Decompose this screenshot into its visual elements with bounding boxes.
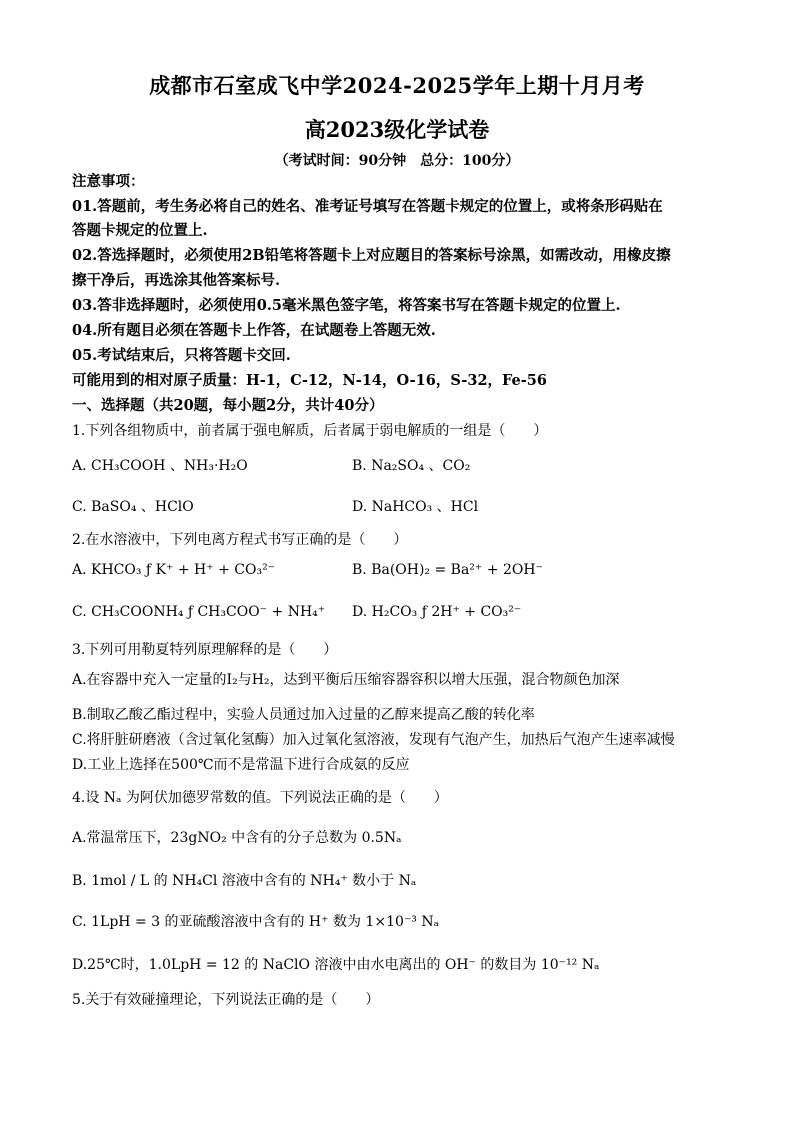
note-1b: 答题卡规定的位置上.: [72, 222, 208, 239]
q2-option-c: C. CH₃COONH₄ ƒ CH₃COO⁻ + NH₄⁺: [72, 604, 326, 620]
q2-option-d: D. H₂CO₃ ƒ 2H⁺ + CO₃²⁻: [352, 604, 522, 620]
note-3: 03.答非选择题时，必须使用0.5毫米黑色签字笔，将答案书写在答题卡规定的位置上.: [72, 297, 621, 314]
section-heading: 一、选择题（共20题，每小题2分，共计40分）: [72, 397, 384, 414]
q2-stem: 2.在水溶液中，下列电离方程式书写正确的是（ ）: [72, 532, 408, 548]
q1-stem: 1.下列各组物质中，前者属于强电解质，后者属于弱电解质的一组是（ ）: [72, 423, 548, 439]
q2-option-b: B. Ba(OH)₂ = Ba²⁺ + 2OH⁻: [352, 562, 543, 578]
q3-option-c: C.将肝脏研磨液（含过氧化氢酶）加入过氧化氢溶液，发现有气泡产生，加热后气泡产生速率减慢: [72, 732, 675, 748]
q1-option-d: D. NaHCO₃ 、HCl: [352, 499, 479, 515]
q3-option-a: A.在容器中充入一定量的I₂与H₂，达到平衡后压缩容器容积以增大压强，混合物颜色加深: [72, 672, 620, 688]
q5-stem: 5.关于有效碰撞理论，下列说法正确的是（ ）: [72, 992, 380, 1008]
q4-option-c: C. 1LpH = 3 的亚硫酸溶液中含有的 H⁺ 数为 1×10⁻³ Nₐ: [72, 914, 439, 930]
note-1a: 01.答题前，考生务必将自己的姓名、准考证号填写在答题卡规定的位置上，或将条形码贴在: [72, 198, 663, 215]
q4-option-a: A.常温常压下，23gNO₂ 中含有的分子总数为 0.5Nₐ: [72, 830, 402, 846]
q1-option-c: C. BaSO₄ 、HClO: [72, 499, 194, 515]
q4-option-d: D.25℃时，1.0LpH = 12 的 NaClO 溶液中由水电离出的 OH⁻ 的数目为 10⁻¹² Nₐ: [72, 957, 600, 973]
q3-option-b: B.制取乙酸乙酯过程中，实验人员通过加入过量的乙醇来提高乙酸的转化率: [72, 707, 535, 723]
exam-subtitle: 高2023级化学试卷: [304, 117, 490, 142]
q3-option-d: D.工业上选择在500℃而不是常温下进行合成氨的反应: [72, 757, 410, 773]
exam-title: 成都市石室成飞中学2024-2025学年上期十月月考: [149, 73, 645, 98]
q1-option-a: A. CH₃COOH 、NH₃·H₂O: [72, 458, 248, 474]
q4-stem: 4.设 Nₐ 为阿伏加德罗常数的值。下列说法正确的是（ ）: [72, 790, 448, 806]
q2-option-a: A. KHCO₃ ƒ K⁺ + H⁺ + CO₃²⁻: [72, 562, 276, 578]
exam-info: （考试时间：90分钟 总分：100分）: [274, 153, 520, 169]
note-2a: 02.答选择题时，必须使用2B铅笔将答题卡上对应题目的答案标号涂黑，如需改动，用橡皮擦: [72, 247, 671, 264]
note-5: 05.考试结束后，只将答题卡交回.: [72, 347, 291, 364]
atomic-mass-line: 可能用到的相对原子质量：H-1，C-12，N-14，O-16，S-32，Fe-56: [72, 372, 547, 389]
q1-option-b: B. Na₂SO₄ 、CO₂: [352, 458, 471, 474]
notes-heading: 注意事项：: [72, 173, 145, 190]
q4-option-b: B. 1mol / L 的 NH₄Cl 溶液中含有的 NH₄⁺ 数小于 Nₐ: [72, 873, 417, 889]
note-2b: 擦干净后，再选涂其他答案标号.: [72, 272, 281, 289]
note-4: 04.所有题目必须在答题卡上作答，在试题卷上答题无效.: [72, 322, 436, 339]
q3-stem: 3.下列可用勒夏特列原理解释的是（ ）: [72, 642, 338, 658]
